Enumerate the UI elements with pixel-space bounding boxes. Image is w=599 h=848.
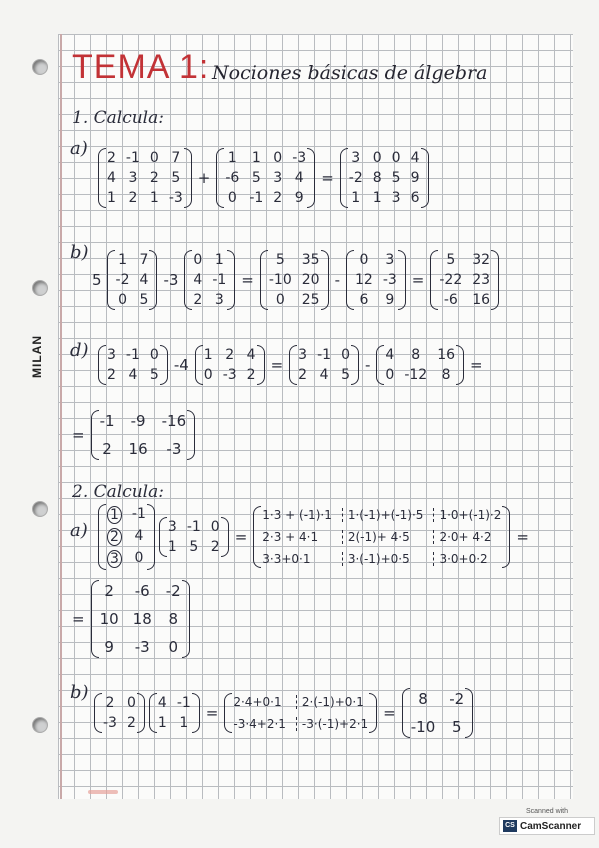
scanner-caption: Scanned with [525, 808, 569, 815]
result-matrix [340, 148, 429, 208]
matrix [260, 250, 329, 310]
matrix-cell: 2 [149, 170, 159, 186]
matrix [94, 693, 145, 733]
matrix-cell: 2 [210, 539, 220, 555]
matrix-cell: -1 [176, 695, 191, 711]
matrix-cell: 6 [410, 190, 420, 206]
exercise-1a-label: a) [70, 138, 88, 159]
matrix-cell: 0 [203, 367, 213, 383]
matrix-cell: -12 [404, 367, 428, 383]
matrix-cell: 0 [193, 252, 203, 268]
matrix-cell: 2 [193, 292, 203, 308]
matrix-cell: -3 [166, 440, 182, 458]
notebook-brand: MILAN [30, 335, 44, 378]
matrix-cell: 4 [385, 347, 395, 363]
scanner-name: CamScanner [520, 820, 582, 832]
matrix [195, 345, 265, 385]
equals-sign: = [241, 271, 254, 289]
matrix-cell: 4 [294, 170, 304, 186]
matrix-cell: 4 [107, 170, 116, 186]
matrix-cell: 0 [273, 150, 283, 166]
matrix-cell: 5 [446, 252, 456, 268]
matrix-cell: 2 [104, 582, 114, 600]
matrix-cell: 1 [227, 150, 237, 166]
matrix-cell: -1 [212, 272, 227, 288]
operator: -3 [163, 271, 179, 289]
matrix-cell: 2 [107, 150, 116, 166]
matrix-cell: 2 [298, 367, 308, 383]
matrix-cell: -2 [165, 582, 181, 600]
matrix-cell: -2 [348, 170, 363, 186]
matrix-cell: 0 [359, 252, 369, 268]
matrix-cell: 9 [410, 170, 420, 186]
matrix-cell: 2 [128, 190, 138, 206]
matrix-cell: 1 [149, 190, 159, 206]
scalar: 5 [92, 271, 102, 289]
matrix-cell: 1·0+(-1)·2 [433, 508, 501, 522]
binder-hole [33, 60, 47, 74]
matrix-cell: -2 [115, 272, 130, 288]
matrix-cell: 4 [246, 347, 256, 363]
matrix-cell: 4 [319, 367, 329, 383]
matrix-cell: 8 [372, 170, 382, 186]
matrix-cell: -10 [268, 272, 292, 288]
matrix-cell: 9 [294, 190, 304, 206]
matrix-cell: 1 [157, 715, 167, 731]
matrix-cell: 1 [179, 715, 189, 731]
equals-sign: = [72, 426, 85, 444]
matrix-cell: -1 [186, 519, 201, 535]
matrix-cell: 1 [118, 252, 127, 268]
matrix-cell: -9 [130, 412, 146, 430]
matrix [159, 517, 229, 557]
equals-sign: = [321, 169, 334, 187]
matrix-cell: 3·0+0·2 [433, 552, 501, 566]
matrix-cell: -1 [249, 190, 264, 206]
matrix-cell: -6 [443, 292, 458, 308]
matrix-cell: 2·3 + 4·1 [262, 530, 319, 544]
matrix-cell: 0 [385, 367, 395, 383]
binder-hole [33, 718, 47, 732]
matrix [289, 345, 359, 385]
matrix-cell: 16 [437, 347, 456, 363]
matrix-cell: 3 [107, 347, 116, 363]
matrix-cell: -3 [134, 638, 150, 656]
matrix-cell: 5 [139, 292, 149, 308]
matrix-cell: 5 [251, 170, 261, 186]
circled-entry: 2 [107, 528, 122, 546]
matrix-cell: 1 [107, 190, 116, 206]
matrix-cell: 8 [441, 367, 451, 383]
matrix-cell: -1 [317, 347, 332, 363]
matrix-cell: 0 [168, 638, 179, 656]
matrix-cell: -6 [225, 170, 240, 186]
matrix-cell: 35 [301, 252, 320, 268]
equals-sign: = [470, 356, 483, 374]
operator: + [197, 169, 211, 187]
matrix-cell: 9 [104, 638, 114, 656]
matrix-cell [107, 550, 122, 568]
matrix [184, 250, 235, 310]
matrix [149, 693, 200, 733]
exercise-2a-label: a) [70, 520, 88, 541]
matrix-cell: -3 [382, 272, 397, 288]
result-matrix [402, 688, 473, 738]
matrix-cell: 1 [251, 150, 261, 166]
matrix [376, 345, 464, 385]
matrix-cell: 2·(-1)+0·1 [296, 695, 368, 709]
exercise-1b-label: b) [70, 242, 89, 263]
matrix-cell: 2 [126, 715, 136, 731]
equals-sign: = [516, 528, 529, 546]
matrix-cell: 2 [225, 347, 235, 363]
matrix-cell: 8 [411, 347, 421, 363]
matrix-cell: 3·(-1)+0·5 [342, 552, 424, 566]
matrix-cell: 1 [351, 190, 361, 206]
matrix-cell: 4 [157, 695, 167, 711]
section-2-heading: 2. Calcula: [72, 482, 164, 502]
matrix [98, 345, 168, 385]
matrix [98, 148, 192, 208]
page-title: TEMA 1: [72, 48, 210, 86]
matrix-cell: -10 [410, 718, 436, 736]
circled-entry: 3 [107, 550, 122, 568]
matrix-cell: 3 [273, 170, 283, 186]
matrix-cell: 7 [139, 252, 149, 268]
matrix-cell: 0 [118, 292, 127, 308]
matrix-cell: 5 [451, 718, 462, 736]
matrix-cell: 2 [246, 367, 256, 383]
matrix-cell: 1 [214, 252, 224, 268]
matrix-cell: 25 [301, 292, 320, 308]
matrix [216, 148, 315, 208]
binder-hole [33, 281, 47, 295]
matrix-cell: -1 [131, 506, 146, 522]
camscanner-logo-icon: CS [503, 820, 517, 832]
matrix-cell: 6 [359, 292, 369, 308]
operator: - [334, 271, 340, 289]
binder-hole [33, 502, 47, 516]
matrix-cell: 8 [418, 690, 428, 708]
matrix-cell: 2 [107, 367, 116, 383]
matrix-cell: 3 [351, 150, 361, 166]
matrix-cell: -1 [125, 347, 140, 363]
matrix-cell: 5 [171, 170, 181, 186]
exercise-1d-label: d) [70, 340, 89, 361]
matrix-cell: 7 [171, 150, 181, 166]
matrix-cell: 32 [472, 252, 491, 268]
matrix-cell: 4 [128, 367, 138, 383]
equals-sign: = [383, 704, 396, 722]
matrix-cell: 0 [341, 347, 350, 363]
operator: - [364, 356, 371, 374]
matrix-cell: 5 [391, 170, 401, 186]
result-matrix [430, 250, 499, 310]
matrix-cell: 2·0+ 4·2 [433, 530, 501, 544]
matrix-cell: 9 [385, 292, 395, 308]
matrix-cell: 3 [391, 190, 401, 206]
product-expression-matrix [224, 693, 377, 733]
matrix-cell: -3·(-1)+2·1 [296, 717, 368, 731]
matrix-cell: 2 [105, 695, 115, 711]
equals-sign: = [72, 610, 85, 628]
matrix-cell: 2(-1)+ 4·5 [342, 530, 424, 544]
matrix-cell: -3 [103, 715, 117, 731]
matrix-cell: -2 [449, 690, 465, 708]
matrix-cell: 2 [102, 440, 112, 458]
matrix [98, 504, 155, 570]
matrix-cell: 16 [472, 292, 491, 308]
matrix-cell: -1 [125, 150, 140, 166]
matrix-cell: 0 [149, 150, 159, 166]
exercise-2b-label: b) [70, 682, 89, 703]
matrix-cell: 0 [126, 695, 136, 711]
equals-sign: = [234, 528, 248, 546]
matrix-cell: 4 [139, 272, 149, 288]
matrix-cell: 4 [193, 272, 203, 288]
matrix-cell: 0 [275, 292, 285, 308]
matrix-cell: 5 [341, 367, 350, 383]
product-expression-matrix [253, 506, 510, 568]
matrix-cell: 2·4+0·1 [233, 695, 282, 709]
matrix-cell: -3 [168, 190, 183, 206]
matrix-cell: 0 [134, 550, 144, 566]
matrix-cell: 1 [372, 190, 382, 206]
matrix-cell: 1 [203, 347, 213, 363]
matrix-cell: 3 [167, 519, 177, 535]
matrix-cell: 18 [132, 610, 152, 628]
matrix [346, 250, 406, 310]
matrix-cell: 3 [214, 292, 224, 308]
matrix-cell: 5 [149, 367, 159, 383]
equals-sign: = [205, 704, 219, 722]
matrix-cell [107, 528, 122, 546]
matrix-cell: 1·(-1)+(-1)·5 [342, 508, 424, 522]
page-subtitle: Nociones básicas de álgebra [212, 62, 488, 84]
matrix-cell: 4 [134, 528, 144, 544]
matrix-cell: 20 [301, 272, 320, 288]
circled-entry: 1 [107, 506, 122, 524]
operator: -4 [173, 356, 189, 374]
matrix-cell: 10 [99, 610, 119, 628]
matrix-cell: 1 [167, 539, 177, 555]
matrix-cell: -16 [161, 412, 187, 430]
matrix-cell: 0 [149, 347, 159, 363]
matrix-cell: 3 [385, 252, 395, 268]
matrix-cell: 3 [298, 347, 308, 363]
matrix-cell: 3·3+0·1 [262, 552, 311, 566]
result-matrix [91, 580, 190, 658]
matrix-cell: 1·3 + (-1)·1 [262, 508, 332, 522]
matrix [107, 250, 158, 310]
matrix-cell: -3 [292, 150, 307, 166]
scanner-watermark [499, 808, 595, 844]
matrix-cell: 2 [273, 190, 283, 206]
matrix-cell: 23 [472, 272, 491, 288]
matrix-cell: 8 [168, 610, 179, 628]
matrix-cell: -6 [134, 582, 150, 600]
matrix-cell: 0 [227, 190, 237, 206]
matrix-cell: 12 [355, 272, 373, 288]
matrix-cell: 5 [189, 539, 199, 555]
equals-sign: = [411, 271, 425, 289]
equals-sign: = [270, 356, 284, 374]
matrix-cell: 0 [391, 150, 401, 166]
matrix-cell: -1 [99, 412, 115, 430]
matrix-cell: 3 [128, 170, 138, 186]
pen-mark [88, 790, 118, 794]
matrix-cell: 5 [275, 252, 285, 268]
matrix-cell [107, 506, 122, 524]
margin-line [60, 34, 62, 799]
section-1-heading: 1. Calcula: [72, 108, 164, 128]
matrix-cell: -3 [222, 367, 237, 383]
result-matrix [91, 410, 196, 460]
matrix-cell: -22 [439, 272, 463, 288]
matrix-cell: 16 [128, 440, 148, 458]
matrix-cell: -3·4+2·1 [233, 717, 286, 731]
matrix-cell: 0 [210, 519, 220, 535]
matrix-cell: 0 [372, 150, 382, 166]
matrix-cell: 4 [410, 150, 420, 166]
